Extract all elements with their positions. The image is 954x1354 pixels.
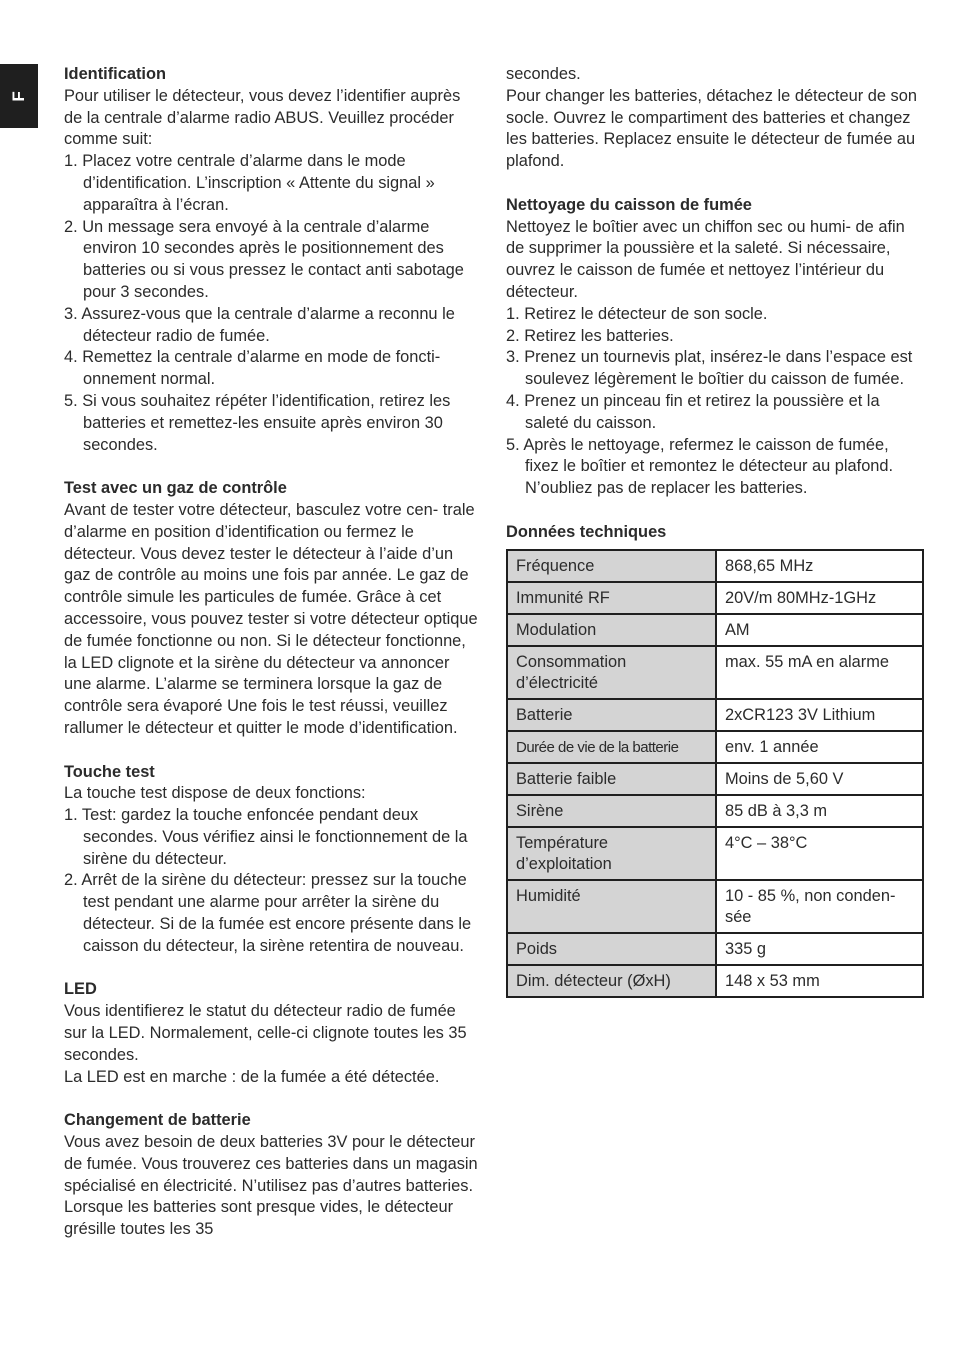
list-item: 1. Placez votre centrale d’alarme dans le mode d’identification. L’inscription « Attente du signal » apparaîtra à l’écran. xyxy=(64,152,435,214)
section-donnees xyxy=(506,522,926,998)
touche-test-heading: Touche test xyxy=(64,762,155,781)
touche-test-steps xyxy=(64,805,478,958)
identification-steps xyxy=(64,151,478,456)
list-item: 2. Retirez les batteries. xyxy=(506,326,674,345)
spec-label: Immunité RF xyxy=(507,582,716,614)
spec-value: env. 1 année xyxy=(716,731,923,763)
led-heading: LED xyxy=(64,980,97,999)
identification-intro: Pour utiliser le détecteur, vous devez l’identifier auprès de la centrale d’alarme radio ABUS. Veuillez procéder comme suit: xyxy=(64,86,461,149)
spec-label: Batterie faible xyxy=(507,763,716,795)
spec-value: 85 dB à 3,3 m xyxy=(716,795,923,827)
table-row xyxy=(507,614,923,646)
identification-heading: Identification xyxy=(64,65,166,83)
section-batterie xyxy=(64,1110,478,1241)
batterie-body: Vous avez besoin de deux batteries 3V pour le détecteur de fumée. Vous trouverez ces batteries dans un magasin spécialisé en électricité. N’utilisez pas d’autres batteries. Lorsque les batteries sont presque vides, le détecteur grésille toutes les 35 xyxy=(64,1133,478,1239)
spec-label: Batterie xyxy=(507,699,716,731)
table-row xyxy=(507,763,923,795)
section-nettoyage xyxy=(506,195,926,500)
test-gaz-heading: Test avec un gaz de contrôle xyxy=(64,479,287,498)
table-row xyxy=(507,827,923,880)
spec-value: max. 55 mA en alarme xyxy=(716,646,923,699)
batterie-cont-body-2: Pour changer les batteries, détachez le détecteur de son socle. Ouvrez le compartiment des batteries et changez les batteries. Replacez ensuite le détecteur de fumée au plafond. xyxy=(506,86,917,171)
section-batterie-cont xyxy=(506,64,926,173)
table-row xyxy=(507,582,923,614)
list-item: 1. Retirez le détecteur de son socle. xyxy=(506,304,768,323)
list-item: 3. Prenez un tournevis plat, insérez-le dans l’espace est soulevez légèrement le boîtier du caisson de fumée. xyxy=(506,348,913,389)
list-item: 4. Prenez un pinceau fin et retirez la poussière et la saleté du caisson. xyxy=(506,391,880,432)
list-item: 3. Assurez-vous que la centrale d’alarme a reconnu le détecteur radio de fumée. xyxy=(64,304,455,345)
spec-label: Consommation d’électricité xyxy=(507,646,716,699)
touche-test-intro: La touche test dispose de deux fonctions: xyxy=(64,784,366,803)
table-row xyxy=(507,965,923,997)
table-row xyxy=(507,795,923,827)
list-item: 5. Si vous souhaitez répéter l’identification, retirez les batteries et remettez-les ensuite après environ 30 secondes. xyxy=(64,391,451,454)
spec-value: 20V/m 80MHz-1GHz xyxy=(716,582,923,614)
table-row xyxy=(507,933,923,965)
nettoyage-heading: Nettoyage du caisson de fumée xyxy=(506,195,752,214)
list-item: 4. Remettez la centrale d’alarme en mode de foncti- onnement normal. xyxy=(64,348,441,389)
donnees-heading: Données techniques xyxy=(506,522,667,541)
list-item: 5. Après le nettoyage, refermez le caisson de fumée, fixez le boîtier et remontez le détecteur au plafond. N’oubliez pas de replacer les batteries. xyxy=(506,435,894,498)
spec-value: 4°C – 38°C xyxy=(716,827,923,880)
spec-label: Poids xyxy=(507,933,716,965)
test-gaz-body: Avant de tester votre détecteur, basculez votre cen- trale d’alarme en position d’identification ou fermez le détecteur. Vous devez tester le détecteur à l’aide d’un gaz de contrôle au moins une fois par année. Le gaz de contrôle simule les particules de fumée. Grâce à cet accessoire, vous pouvez tester si votre détecteur optique de fumée fonctionne ou non. Si le détecteur fonctionne, la LED clignote et la sirène du détecteur va annoncer une alarme. L’alarme se terminera lorsque la gaz de contrôle sera évaporé Une fois le test réussi, veuillez rallumer le détecteur et quitter le mode d’identification. xyxy=(64,500,478,737)
section-test-gaz xyxy=(64,478,478,740)
language-tab-label: F xyxy=(9,90,29,102)
list-item: 1. Test: gardez la touche enfoncée pendant deux secondes. Vous vérifiez ainsi le fonctionnement de la sirène du détecteur. xyxy=(64,806,468,868)
led-body-2: La LED est en marche : de la fumée a été détectée. xyxy=(64,1067,440,1086)
spec-value: AM xyxy=(716,614,923,646)
table-row xyxy=(507,646,923,699)
spec-label: Température d’exploitation xyxy=(507,827,716,880)
spec-value: 148 x 53 mm xyxy=(716,965,923,997)
section-touche-test xyxy=(64,762,478,958)
spec-value: 868,65 MHz xyxy=(716,550,923,582)
spec-value: Moins de 5,60 V xyxy=(716,763,923,795)
tech-specs-table xyxy=(506,549,924,998)
spec-label: Humidité xyxy=(507,880,716,933)
table-row xyxy=(507,880,923,933)
spec-value: 2xCR123 3V Lithium xyxy=(716,699,923,731)
spec-label: Dim. détecteur (ØxH) xyxy=(507,965,716,997)
batterie-cont-body-1: secondes. xyxy=(506,65,581,83)
spec-label: Modulation xyxy=(507,614,716,646)
spec-label: Sirène xyxy=(507,795,716,827)
language-tab xyxy=(0,64,38,128)
left-column xyxy=(64,64,478,1241)
batterie-heading: Changement de batterie xyxy=(64,1111,251,1130)
list-item: 2. Arrêt de la sirène du détecteur: pressez sur la touche test pendant une alarme pour arrêter la sirène du détecteur. Si de la fumée est encore présente dans le caisson du détecteur, la sirène retentira de nouveau. xyxy=(64,871,472,955)
section-led xyxy=(64,979,478,1088)
spec-value: 335 g xyxy=(716,933,923,965)
right-column xyxy=(506,64,926,998)
spec-label: Fréquence xyxy=(507,550,716,582)
section-identification xyxy=(64,64,478,456)
led-body-1: Vous identifierez le statut du détecteur radio de fumée sur la LED. Normalement, celle-ci clignote toutes les 35 secondes. xyxy=(64,1002,467,1064)
nettoyage-steps xyxy=(506,304,926,500)
spec-value: 10 - 85 %, non conden- sée xyxy=(716,880,923,933)
list-item: 2. Un message sera envoyé à la centrale d’alarme environ 10 secondes après le positionnement des batteries ou si vous pressez le contact anti sabotage pour 3 secondes. xyxy=(64,217,464,301)
table-row xyxy=(507,731,923,763)
spec-label: Durée de vie de la batterie xyxy=(507,731,716,763)
table-row xyxy=(507,550,923,582)
nettoyage-body: Nettoyez le boîtier avec un chiffon sec ou humi- de afin de supprimer la poussière et la saleté. Si nécessaire, ouvrez le caisson de fumée et nettoyez l’intérieur du détecteur. xyxy=(506,217,905,301)
table-row xyxy=(507,699,923,731)
